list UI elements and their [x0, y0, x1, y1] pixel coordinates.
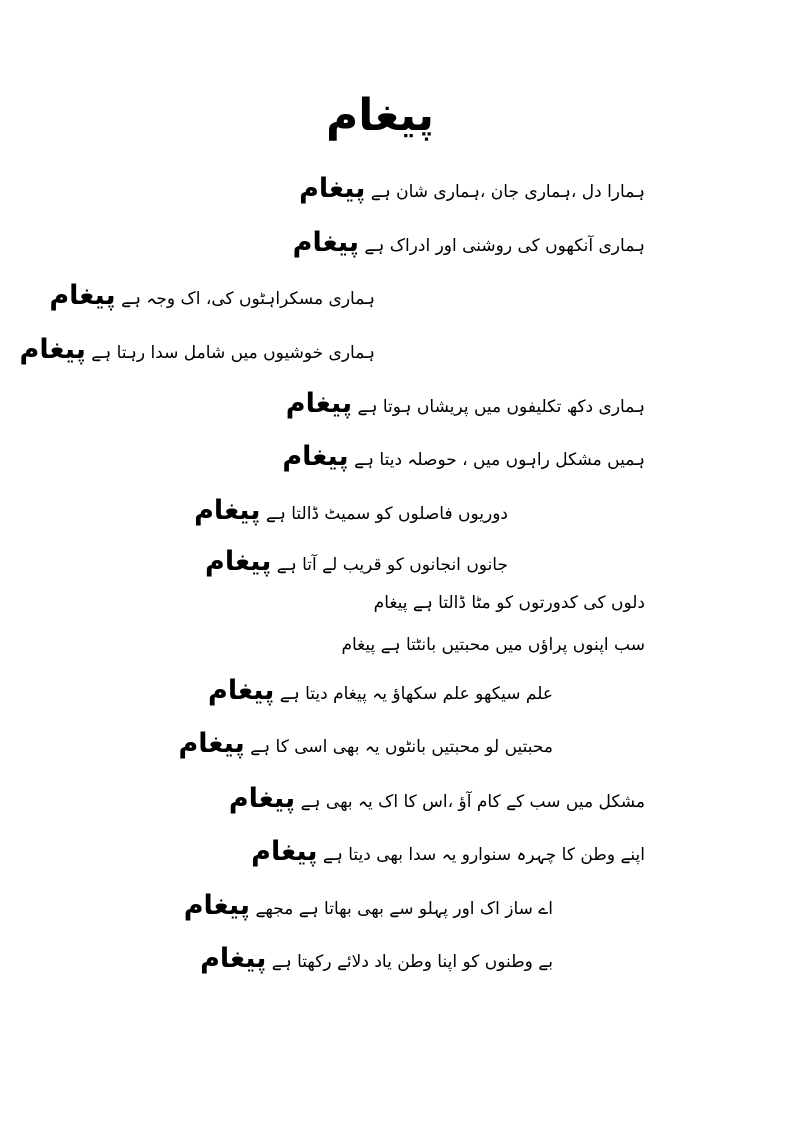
poem-line — [374, 588, 645, 618]
line-end-word: پیغام — [49, 280, 116, 311]
line-end-word: پیغام — [200, 943, 267, 974]
line-end-word: پیغام — [285, 388, 353, 419]
line-text: بے وطنوں کو اپنا وطن یاد دلائے رکھتا ہے — [271, 952, 553, 972]
poem-line — [251, 837, 645, 867]
poem-line — [299, 174, 645, 204]
line-end-word: پیغام — [19, 334, 86, 365]
poem-line — [184, 891, 553, 921]
line-end-word: پیغام — [178, 728, 245, 759]
line-end-word: پیغام — [299, 173, 366, 204]
poem-line — [200, 944, 553, 974]
line-end-word: پیغام — [205, 546, 272, 577]
poem-line — [208, 676, 553, 706]
line-end-word: پیغام — [208, 675, 275, 706]
poem-line — [229, 784, 645, 814]
line-text: دلوں کی کدورتوں کو مٹا ڈالتا ہے — [412, 593, 645, 613]
line-end-word: پیغام — [282, 441, 349, 472]
line-end-word: پیغام — [228, 783, 296, 814]
line-text: مشکل میں سب کے کام آؤ ،اس کا اک یہ بھی ہے — [300, 792, 645, 812]
poem-title: پیغام — [325, 90, 435, 141]
line-text: ہماری دکھ تکلیفوں میں پریشاں ہوتا ہے — [357, 397, 645, 417]
poem-line — [49, 281, 375, 311]
line-text: اے ساز اک اور پہلو سے بھی بھاتا ہے مجھے — [255, 899, 553, 919]
line-text: سب اپنوں پراؤں میں محبتیں بانٹتا ہے — [380, 635, 645, 655]
line-text: ہمارا دل ،ہماری جان ،ہماری شان ہے — [370, 182, 645, 202]
line-text: ہماری مسکراہٹوں کی، اک وجہ ہے — [121, 289, 375, 309]
line-end-word: پیغام — [194, 495, 261, 526]
poem-line — [341, 630, 645, 660]
poem-line — [205, 547, 508, 577]
line-text: محبتیں لو محبتیں بانٹوں یہ بھی اسی کا ہے — [250, 737, 553, 757]
poem-line — [286, 389, 645, 419]
line-text: اپنے وطن کا چہرہ سنوارو یہ سدا بھی دیتا ہے — [322, 845, 645, 865]
poem-line — [282, 442, 645, 472]
line-text: ہماری آنکھوں کی روشنی اور ادراک ہے — [364, 236, 645, 256]
line-end-word: پیغام — [183, 890, 251, 921]
line-text: علم سیکھو علم سکھاؤ یہ پیغام دیتا ہے — [279, 684, 553, 704]
line-end-word: پیغام — [341, 635, 376, 655]
poem-line — [20, 335, 375, 365]
line-end-word: پیغام — [292, 227, 359, 258]
poem-line — [293, 228, 645, 258]
line-end-word: پیغام — [373, 593, 408, 613]
line-text: جانوں انجانوں کو قریب لے آتا ہے — [276, 555, 508, 575]
poem-line — [178, 729, 553, 759]
line-text: دوریوں فاصلوں کو سمیٹ ڈالتا ہے — [265, 504, 508, 524]
line-text: ہماری خوشیوں میں شامل سدا رہتا ہے — [91, 343, 375, 363]
poem-line — [194, 496, 508, 526]
line-text: ہمیں مشکل راہوں میں ، حوصلہ دیتا ہے — [354, 450, 645, 470]
line-end-word: پیغام — [251, 836, 318, 867]
